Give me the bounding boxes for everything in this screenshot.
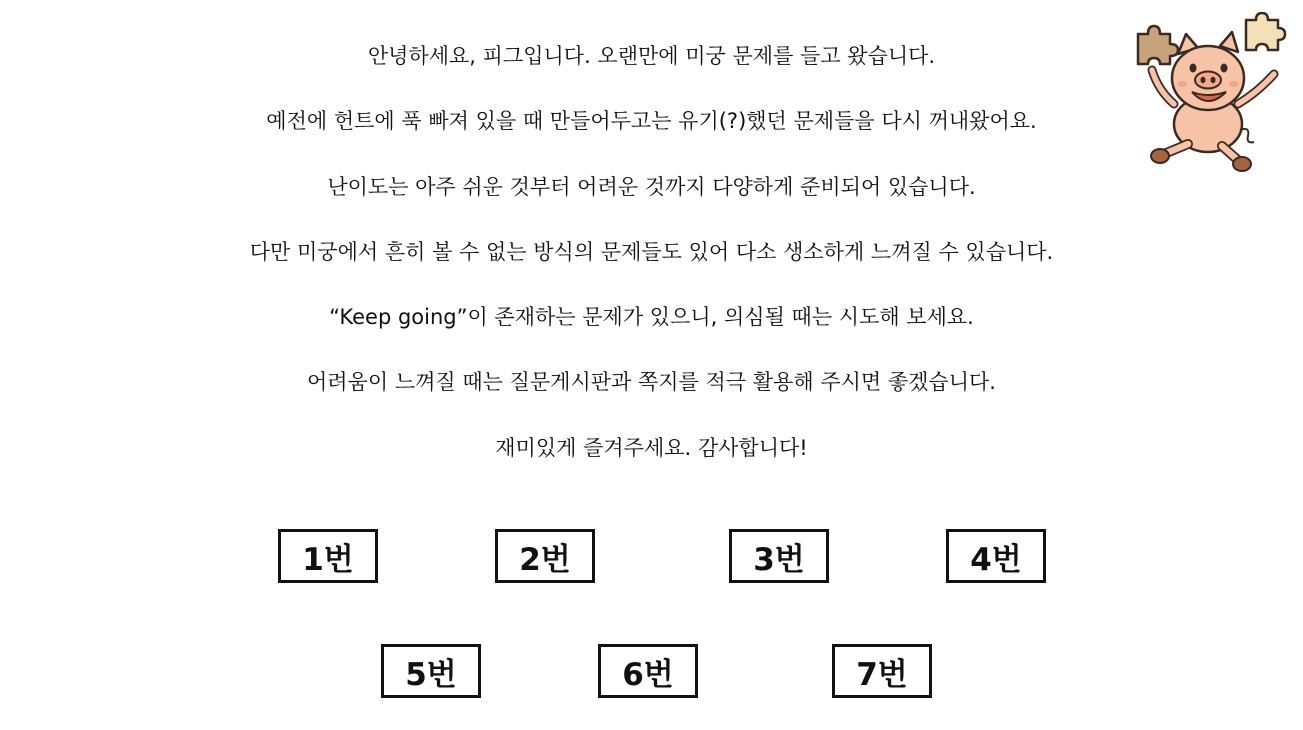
intro-line: 안녕하세요, 피그입니다. 오랜만에 미궁 문제를 들고 왔습니다. <box>367 44 936 68</box>
intro-line: 예전에 헌트에 푹 빠져 있을 때 만들어두고는 유기(?)했던 문제들을 다시 꺼내왔어요. <box>266 109 1037 134</box>
problem-4-button[interactable]: 4번 <box>946 529 1046 583</box>
problem-2-button[interactable]: 2번 <box>495 529 595 583</box>
intro-line: 난이도는 아주 쉬운 것부터 어려운 것까지 다양하게 준비되어 있습니다. <box>327 174 976 199</box>
problem-1-button[interactable]: 1번 <box>278 529 378 583</box>
problem-5-button[interactable]: 5번 <box>381 644 481 698</box>
puzzle-piece-icon <box>1246 13 1285 50</box>
problem-7-button[interactable]: 7번 <box>832 644 932 698</box>
pig-mascot-icon <box>1130 12 1290 174</box>
problem-6-button[interactable]: 6번 <box>598 644 698 698</box>
intro-line: “Keep going”이 존재하는 문제가 있으니, 의심될 때는 시도해 보세요. <box>329 305 974 330</box>
problem-3-button[interactable]: 3번 <box>729 529 829 583</box>
intro-text <box>0 38 1303 495</box>
intro-line: 어려움이 느껴질 때는 질문게시판과 쪽지를 적극 활용해 주시면 좋겠습니다. <box>307 370 996 395</box>
puzzle-piece-icon <box>1138 26 1178 64</box>
intro-line: 다만 미궁에서 흔히 볼 수 없는 방식의 문제들도 있어 다소 생소하게 느껴질 수 있습니다. <box>249 239 1054 264</box>
intro-line: 재미있게 즐겨주세요. 감사합니다! <box>495 435 808 460</box>
